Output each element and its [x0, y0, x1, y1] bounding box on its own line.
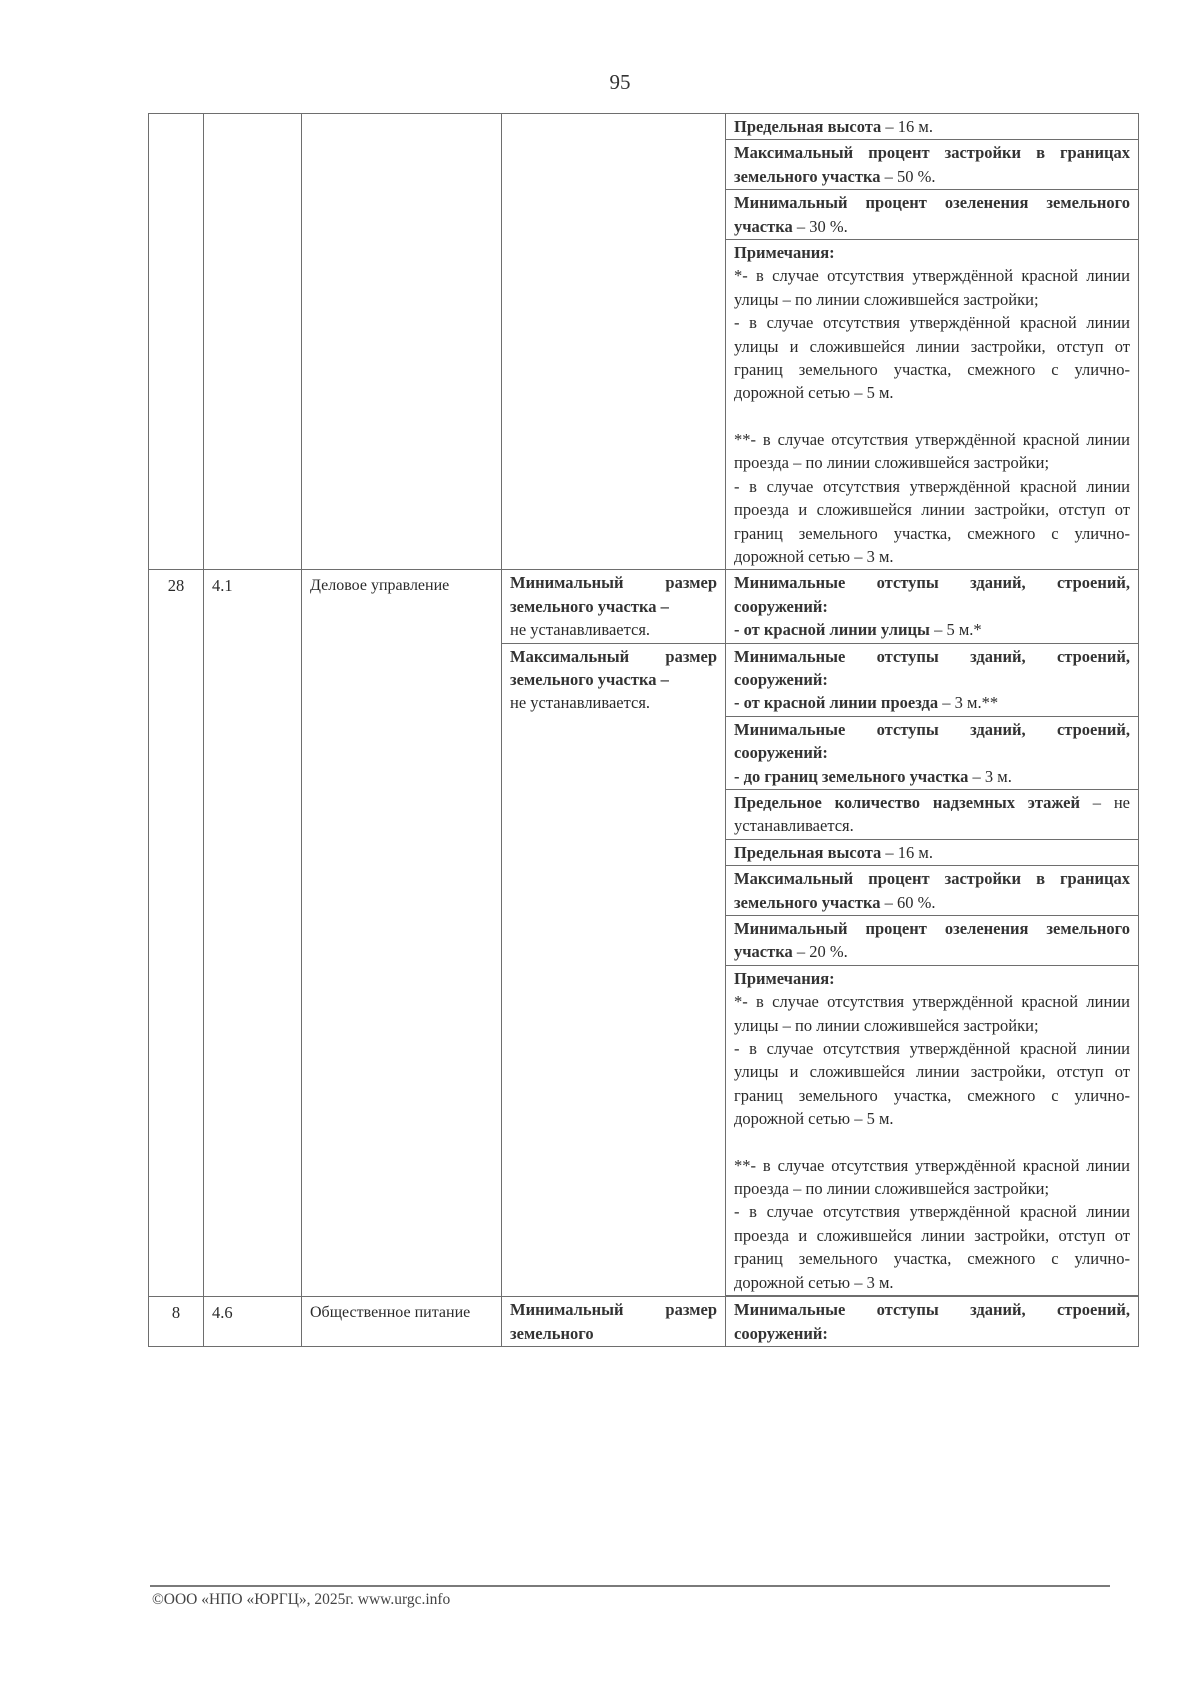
note-3: **- в случае отсутствия утверждённой красной линии проезда – по линии сложившейся застройки;	[734, 1155, 1130, 1199]
note-4: - в случае отсутствия утверждённой красной линии проезда и сложившейся линии застройки, отступ от границ земельного участка, смежного с улично-дорожной сетью – 3 м.	[734, 1202, 1130, 1292]
note-4: - в случае отсутствия утверждённой красной линии проезда и сложившейся линии застройки, отступ от границ земельного участка, смежного с улично-дорожной сетью – 3 м.	[734, 476, 1130, 566]
param-min-green-percent: Минимальный процент озеленения земельного участка – 30 %.	[726, 190, 1139, 240]
param-max-build-percent: Максимальный процент застройки в границах земельного участка – 50 %.	[726, 140, 1139, 190]
use-name: Деловое управление	[302, 570, 502, 1297]
note-1: *- в случае отсутствия утверждённой красной линии улицы – по линии сложившейся застройки;	[734, 266, 1130, 309]
param-notes	[726, 240, 1139, 570]
note-3: **- в случае отсутствия утверждённой красной линии проезда – по линии сложившейся застройки;	[734, 429, 1130, 473]
table-row	[149, 570, 1139, 643]
cell-code-empty	[204, 114, 302, 570]
use-code: 4.1	[204, 570, 302, 1297]
table-row	[149, 114, 1139, 140]
note-2: - в случае отсутствия утверждённой красной линии улицы и сложившейся линии застройки, отступ от границ земельного участка, смежного с улично-дорожной сетью – 5 м.	[734, 1039, 1130, 1129]
param-offset: Минимальные отступы зданий, строений, сооружений:	[726, 1297, 1139, 1347]
param-notes	[726, 965, 1139, 1295]
regulations-table	[148, 113, 1139, 1347]
cell-size-empty	[502, 114, 726, 570]
min-plot-size: Минимальный размер земельного	[502, 1297, 726, 1347]
param-max-height: Предельная высота – 16 м.	[726, 114, 1139, 140]
cell-num-empty	[149, 114, 204, 570]
use-code: 4.6	[204, 1297, 302, 1347]
param-offset-boundary: Минимальные отступы зданий, строений, сооружений: - до границ земельного участка – 3 м.	[726, 716, 1139, 789]
row-number: 8	[149, 1297, 204, 1347]
param-max-floors: Предельное количество надземных этажей – не устанавливается.	[726, 789, 1139, 839]
cell-name-empty	[302, 114, 502, 570]
param-offset-street: Минимальные отступы зданий, строений, сооружений: - от красной линии улицы – 5 м.*	[726, 570, 1139, 643]
note-2: - в случае отсутствия утверждённой красной линии улицы и сложившейся линии застройки, отступ от границ земельного участка, смежного с улично-дорожной сетью – 5 м.	[734, 313, 1130, 403]
param-min-green-percent: Минимальный процент озеленения земельного участка – 20 %.	[726, 916, 1139, 966]
footer-copyright: ©ООО «НПО «ЮРГЦ», 2025г. www.urgc.info	[152, 1591, 451, 1608]
param-max-height: Предельная высота – 16 м.	[726, 839, 1139, 865]
footer-rule	[150, 1585, 1110, 1587]
min-plot-size: Минимальный размер земельного участка – не устанавливается.	[502, 570, 726, 643]
notes-title: Примечания:	[734, 243, 835, 263]
use-name: Общественное питание	[302, 1297, 502, 1347]
row-number: 28	[149, 570, 204, 1297]
max-plot-size: Максимальный размер земельного участка – не устанавливается.	[502, 643, 726, 1297]
notes-title: Примечания:	[734, 968, 835, 988]
note-1: *- в случае отсутствия утверждённой красной линии улицы – по линии сложившейся застройки;	[734, 992, 1130, 1035]
param-offset-driveway: Минимальные отступы зданий, строений, сооружений: - от красной линии проезда – 3 м.**	[726, 643, 1139, 716]
table-row	[149, 1297, 1139, 1347]
param-max-build-percent: Максимальный процент застройки в границах земельного участка – 60 %.	[726, 866, 1139, 916]
page-number: 95	[609, 70, 631, 94]
